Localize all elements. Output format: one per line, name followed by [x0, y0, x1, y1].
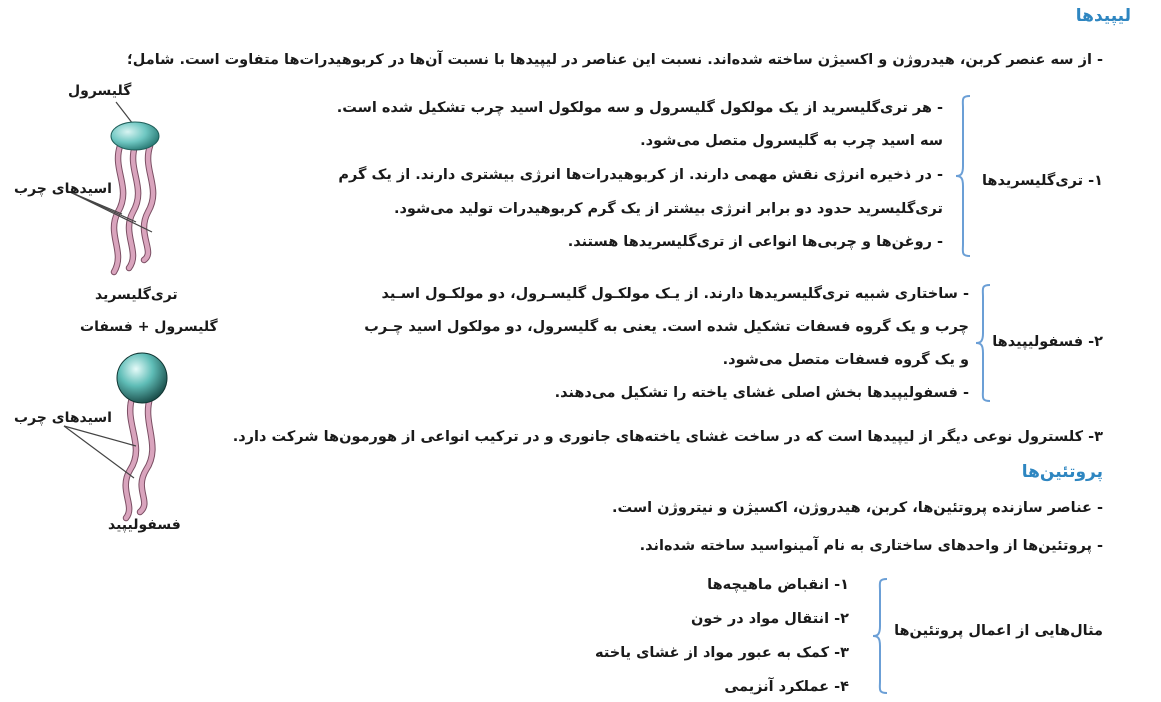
proteins-heading: پروتئین‌ها — [1021, 462, 1103, 482]
phospholipid-fatty-acids-label: اسیدهای چرب — [14, 410, 112, 426]
protein-example-2: ۲- انتقال مواد در خون — [690, 611, 849, 627]
cholesterol-line: ۳- کلسترول نوعی دیگر از لیپیدها است که در ساخت غشای یاخته‌های جانوری و در ترکیب انواعی از هورمون‌ها شرکت دارد. — [232, 429, 1103, 445]
triglyceride-glycerol-label: گلیسرول — [68, 83, 132, 99]
lipids-heading: لیپیدها — [1075, 6, 1131, 26]
phospholipids-line-3: و یک گروه فسفات متصل می‌شود. — [722, 352, 969, 368]
proteins-aminoacid-line: - پروتئین‌ها از واحدهای ساختاری به نام آمینواسید ساخته شده‌اند. — [639, 538, 1103, 554]
protein-example-1: ۱- انقباض ماهیچه‌ها — [707, 577, 849, 593]
protein-examples-label: مثال‌هایی از اعمال پروتئین‌ها — [894, 623, 1103, 639]
protein-examples-brace — [872, 577, 892, 695]
triglyceride-fatty-acids-label: اسیدهای چرب — [14, 181, 112, 197]
triglyceride-caption: تری‌گلیسرید — [95, 287, 178, 303]
protein-example-4: ۴- عملکرد آنزیمی — [724, 679, 849, 695]
triglycerides-line-1: - هر تری‌گلیسرید از یک مولکول گلیسرول و سه مولکول اسید چرب تشکیل شده است. — [336, 100, 943, 116]
phospholipid-pointer-1 — [64, 426, 136, 446]
phospholipid-pointer-2 — [64, 426, 134, 478]
phospholipids-label: ۲- فسفولیپیدها — [992, 334, 1103, 350]
triglycerides-line-2: سه اسید چرب به گلیسرول متصل می‌شود. — [640, 133, 943, 149]
phospholipids-line-4: - فسفولیپیدها بخش اصلی غشای یاخته را تشکیل می‌دهند. — [554, 385, 969, 401]
triglycerides-brace — [955, 94, 975, 258]
triglycerides-line-4: تری‌گلیسرید حدود دو برابر انرژی بیشتر از یک گرم کربوهیدرات تولید می‌شود. — [393, 201, 943, 217]
triglycerides-label: ۱- تری‌گلیسریدها — [981, 173, 1103, 189]
phospholipids-line-2: چرب و یک گروه فسفات تشکیل شده است. یعنی به گلیسرول، دو مولکول اسید چـرب — [364, 319, 969, 335]
proteins-elements-line: - عناصر سازنده پروتئین‌ها، کربن، هیدروژن، اکسیژن و نیتروژن است. — [611, 500, 1103, 516]
phospholipid-caption: فسفولیپید — [108, 517, 181, 533]
triglycerides-line-5: - روغن‌ها و چربی‌ها انواعی از تری‌گلیسریدها هستند. — [567, 234, 943, 250]
triglycerides-line-3: - در ذخیره انرژی نقش مهمی دارند. از کربوهیدرات‌ها انرژی بیشتری دارند. از یک گرم — [338, 167, 943, 183]
phospholipids-line-1: - ساختاری شبیه تری‌گلیسریدها دارند. از یـک مولکـول گلیسـرول، دو مولکـول اسـید — [381, 286, 969, 302]
glycerol-phosphate-head — [117, 353, 167, 403]
phospholipid-diagram — [0, 0, 160, 200]
protein-example-3: ۳- کمک به عبور مواد از غشای یاخته — [595, 645, 849, 661]
phospholipid-glycerol-phosphate-label: گلیسرول + فسفات — [80, 319, 218, 335]
lipids-intro: - از سه عنصر کربن، هیدروژن و اکسیژن ساخته شده‌اند. نسبت این عناصر در لیپیدها با نسبت آن‌ها در کربوهیدرات‌ها متفاوت است. شامل؛ — [127, 52, 1103, 68]
